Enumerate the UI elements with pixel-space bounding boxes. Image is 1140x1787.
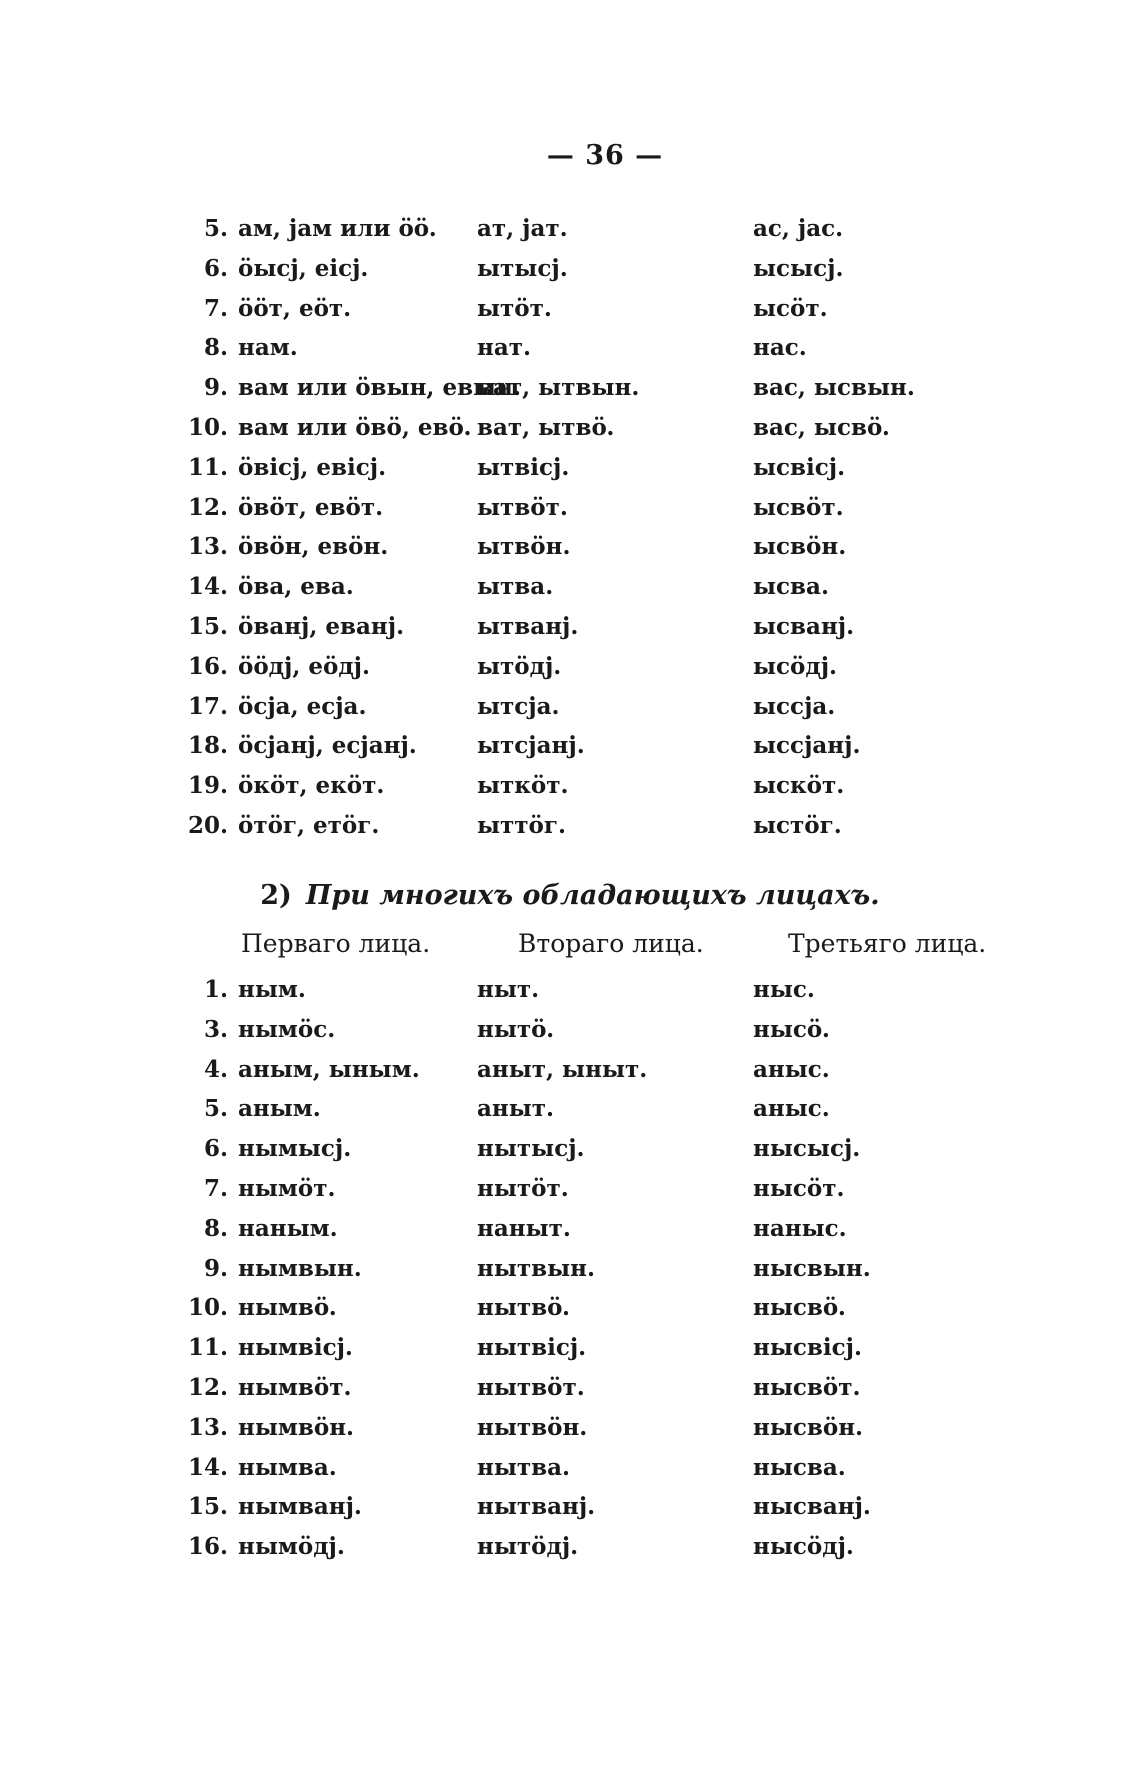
second-person-form: нытвöт. [477, 1373, 585, 1401]
third-person-form: ысысј. [753, 254, 844, 282]
table-row [0, 488, 1140, 528]
row-number: 17. [187, 692, 228, 720]
row-number: 15. [187, 612, 228, 640]
row-number: 1. [203, 976, 228, 1003]
table-row [0, 408, 1140, 448]
third-person-form: нысва. [753, 1453, 846, 1481]
second-person-form: нытванј. [477, 1493, 596, 1521]
table-row [0, 726, 1140, 766]
second-person-form: нытвісј. [477, 1334, 587, 1362]
first-person-form: öвöт, евöт. [238, 493, 384, 521]
table-row [0, 1050, 1140, 1090]
third-person-form: ысвöн. [753, 533, 847, 561]
row-number: 9. [203, 1254, 228, 1282]
first-person-form: нымвöн. [238, 1413, 355, 1441]
first-person-form: нымысј. [238, 1135, 352, 1163]
third-person-form: вас, ысвö. [753, 413, 890, 441]
table-row [0, 1209, 1140, 1249]
third-person-form: ас, јас. [753, 215, 844, 242]
second-person-form: ныт. [477, 976, 540, 1003]
third-person-form: нысöдј. [753, 1533, 854, 1561]
third-person-form: нысванј. [753, 1493, 871, 1521]
second-person-form: нытö. [477, 1015, 555, 1043]
row-number: 8. [203, 334, 228, 362]
table-row [0, 567, 1140, 607]
row-number: 13. [187, 533, 228, 561]
row-number: 6. [203, 1135, 228, 1163]
table-row [0, 647, 1140, 687]
first-person-form: öванј, еванј. [238, 612, 405, 640]
row-number: 16. [187, 652, 228, 680]
first-person-form: нымвöт. [238, 1373, 352, 1401]
singular-possessor-table [0, 209, 1140, 846]
table-row [0, 328, 1140, 368]
table-row [0, 806, 1140, 846]
first-person-form: нымванј. [238, 1493, 362, 1521]
first-person-form: öсја, есја. [238, 692, 367, 720]
row-number: 7. [203, 294, 228, 322]
row-number: 5. [203, 1095, 228, 1123]
row-number: 5. [203, 215, 228, 242]
column-headers [0, 929, 1140, 969]
row-number: 6. [203, 254, 228, 282]
first-person-form: нымöдј. [238, 1533, 345, 1561]
second-person-form: ытва. [477, 573, 554, 601]
row-number: 11. [187, 453, 228, 481]
first-person-form: нымöс. [238, 1015, 336, 1043]
first-person-form: вам или öвö, евö. [238, 413, 472, 441]
third-person-form: ысвöт. [753, 493, 844, 521]
third-person-form: нысвын. [753, 1254, 871, 1282]
third-person-form: ыстöг. [753, 811, 842, 839]
second-person-form: нытва. [477, 1453, 571, 1481]
first-person-form: ным. [238, 976, 306, 1003]
row-number: 8. [203, 1214, 228, 1242]
table-row [0, 1010, 1140, 1050]
table-row [0, 289, 1140, 329]
second-person-form: аныт. [477, 1095, 555, 1123]
second-person-form: ытсјанј. [477, 732, 585, 760]
second-person-form: ытвöт. [477, 493, 568, 521]
second-person-form: нат. [477, 334, 531, 362]
first-person-form: нымвö. [238, 1294, 337, 1322]
table-row [0, 1089, 1140, 1129]
row-number: 20. [187, 811, 228, 839]
table-row [0, 1288, 1140, 1328]
second-person-form: ыткöт. [477, 772, 569, 800]
table-row [0, 1328, 1140, 1368]
third-person-form: ыскöт. [753, 772, 845, 800]
table-row [0, 1487, 1140, 1527]
second-person-form: нытвöн. [477, 1413, 588, 1441]
second-person-form: ват, ытвын. [477, 374, 640, 402]
third-person-form: ныс. [753, 976, 815, 1003]
third-person-form: нысöт. [753, 1174, 845, 1202]
section-number: 2) [260, 880, 292, 911]
row-number: 15. [187, 1493, 228, 1521]
table-row [0, 1169, 1140, 1209]
second-person-form: ытвöн. [477, 533, 571, 561]
first-person-form: нам. [238, 334, 298, 362]
second-person-form: нытöдј. [477, 1533, 579, 1561]
table-row [0, 1368, 1140, 1408]
third-person-form: ысва. [753, 573, 829, 601]
third-person-form: аныс. [753, 1095, 830, 1123]
second-person-form: ытсја. [477, 692, 560, 720]
row-number: 14. [187, 1453, 228, 1481]
row-number: 19. [187, 772, 228, 800]
third-person-form: ысöт. [753, 294, 828, 322]
first-person-form: öва, ева. [238, 573, 354, 601]
second-person-form: ат, јат. [477, 215, 568, 242]
row-number: 18. [187, 732, 228, 760]
second-person-form: ытвісј. [477, 453, 570, 481]
table-row [0, 1527, 1140, 1567]
second-person-form: ытöдј. [477, 652, 562, 680]
table-row [0, 687, 1140, 727]
row-number: 12. [187, 1373, 228, 1401]
row-number: 16. [187, 1533, 228, 1561]
table-row [0, 1408, 1140, 1448]
third-person-form: нысвöт. [753, 1373, 861, 1401]
table-row [0, 527, 1140, 567]
third-person-form: ысöдј. [753, 652, 838, 680]
second-person-form: ват, ытвö. [477, 413, 615, 441]
third-person-form: нас. [753, 334, 807, 362]
row-number: 4. [203, 1055, 228, 1083]
third-person-form: ысванј. [753, 612, 855, 640]
third-person-form: вас, ысвын. [753, 374, 915, 402]
third-person-form: нысвö. [753, 1294, 846, 1322]
section-title: При многихъ обладающихъ лицахъ. [305, 880, 880, 911]
first-person-form: нымвын. [238, 1254, 362, 1282]
second-person-form: нытвын. [477, 1254, 596, 1282]
first-person-form: нымöт. [238, 1174, 336, 1202]
table-row [0, 1448, 1140, 1488]
page-number: — 36 — [546, 140, 664, 171]
second-person-form: ытысј. [477, 254, 568, 282]
row-number: 9. [203, 374, 228, 402]
section-heading [0, 880, 1140, 911]
first-person-form: нымва. [238, 1453, 337, 1481]
row-number: 3. [203, 1015, 228, 1043]
first-person-form: öтöг, етöг. [238, 811, 380, 839]
third-person-form: наныс. [753, 1214, 847, 1242]
third-person-form: ыссја. [753, 692, 836, 720]
first-person-form: вам или öвын, евын. [238, 374, 521, 402]
second-person-form: ытöт. [477, 294, 552, 322]
table-row [0, 448, 1140, 488]
table-row [0, 607, 1140, 647]
third-person-form: ыссјанј. [753, 732, 861, 760]
first-person-form: ööдј, еöдј. [238, 652, 370, 680]
second-person-form: ыттöг. [477, 811, 567, 839]
table-row [0, 368, 1140, 408]
row-number: 10. [187, 413, 228, 441]
header-third-person: Третьяго лица. [788, 929, 987, 958]
third-person-form: нысвісј. [753, 1334, 862, 1362]
third-person-form: нысвöн. [753, 1413, 864, 1441]
row-number: 10. [187, 1294, 228, 1322]
second-person-form: аныт, ыныт. [477, 1055, 648, 1083]
header-second-person: Втораго лица. [518, 929, 704, 958]
first-person-form: öвöн, евöн. [238, 533, 389, 561]
row-number: 13. [187, 1413, 228, 1441]
plural-possessor-table [0, 970, 1140, 1567]
first-person-form: öвісј, евісј. [238, 453, 387, 481]
third-person-form: аныс. [753, 1055, 830, 1083]
table-row [0, 1129, 1140, 1169]
third-person-form: нысысј. [753, 1135, 861, 1163]
first-person-form: öкöт, екöт. [238, 772, 385, 800]
table-row [0, 970, 1140, 1010]
row-number: 7. [203, 1174, 228, 1202]
second-person-form: ытванј. [477, 612, 579, 640]
first-person-form: öысј, еісј. [238, 254, 369, 282]
first-person-form: ам, јам или öö. [238, 215, 437, 242]
third-person-form: нысö. [753, 1015, 830, 1043]
first-person-form: аным, ыным. [238, 1055, 420, 1083]
table-row [0, 209, 1140, 249]
header-first-person: Перваго лица. [241, 929, 431, 958]
table-row [0, 249, 1140, 289]
row-number: 12. [187, 493, 228, 521]
second-person-form: нытöт. [477, 1174, 569, 1202]
second-person-form: нытысј. [477, 1135, 585, 1163]
second-person-form: наныт. [477, 1214, 571, 1242]
first-person-form: нымвісј. [238, 1334, 353, 1362]
first-person-form: öсјанј, есјанј. [238, 732, 417, 760]
row-number: 11. [187, 1334, 228, 1362]
third-person-form: ысвісј. [753, 453, 846, 481]
first-person-form: ööт, еöт. [238, 294, 352, 322]
table-row [0, 1249, 1140, 1289]
first-person-form: наным. [238, 1214, 338, 1242]
table-row [0, 766, 1140, 806]
row-number: 14. [187, 573, 228, 601]
second-person-form: нытвö. [477, 1294, 571, 1322]
first-person-form: аным. [238, 1095, 321, 1123]
